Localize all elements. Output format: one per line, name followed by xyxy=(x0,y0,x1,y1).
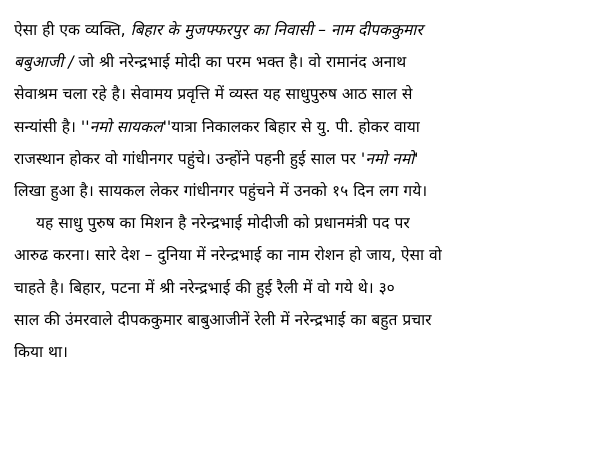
text-line xyxy=(14,78,586,110)
text-line xyxy=(14,175,586,207)
text-line xyxy=(14,46,586,78)
text-run: आरुढ करना। सारे देश – दुनिया में नरेन्द्रभाई का नाम रोशन हो जाय, ऐसा वो xyxy=(14,246,442,265)
text-run: राजस्थान होकर वो गांधीनगर पहुंचे। उन्होंने पहनी हुई साल पर xyxy=(14,149,361,168)
text-run: जो श्री नरेन्द्रभाई मोदी का परम भक्त है। वो रामानंद अनाथ xyxy=(73,53,407,72)
paragraph-1 xyxy=(14,14,586,207)
text-run: ऐसा ही एक व्यक्ति, xyxy=(14,21,131,39)
text-line xyxy=(14,111,586,143)
text-run: लिखा हुआ है। सायकल लेकर गांधीनगर पहुंचने में उनको १५ दिन लग गये। xyxy=(14,181,428,200)
text-line xyxy=(14,304,586,336)
text-run: चाहते है। बिहार, पटना में श्री नरेन्द्रभाई की हुई रैली में वो गये थे। ३० xyxy=(14,278,395,297)
text-line xyxy=(14,336,586,368)
text-line xyxy=(14,14,586,46)
text-run: साल की उंमरवाले दीपककुमार बाबुआजीनें रेली में नरेन्द्रभाई का बहुत प्रचार xyxy=(14,310,432,329)
text-line xyxy=(14,239,586,271)
paragraph-2 xyxy=(14,207,586,368)
text-line xyxy=(14,207,586,239)
text-line xyxy=(14,272,586,304)
text-run: सन्यांसी है। xyxy=(14,117,81,136)
italic-text-run: 'नमो नमो' xyxy=(360,149,419,168)
text-run: सेवाश्रम चला रहे है। सेवामय प्रवृत्ति में व्यस्त यह साधुपुरुष आठ साल से xyxy=(14,85,413,104)
italic-text-run: बबुआजी / xyxy=(14,53,74,72)
text-line xyxy=(14,143,586,175)
text-run: यह साधु पुरुष का मिशन है नरेन्द्रभाई मोदीजी को प्रधानमंत्री पद पर xyxy=(36,214,410,233)
italic-text-run: ''नमो सायकल'' xyxy=(80,117,172,136)
text-run: किया था। xyxy=(14,342,68,361)
italic-text-run: बिहार के मुजफ्फरपुर का निवासी – नाम दीपककुमार xyxy=(130,21,423,39)
text-run: यात्रा निकालकर बिहार से यु. पी. होकर वाया xyxy=(171,117,420,136)
